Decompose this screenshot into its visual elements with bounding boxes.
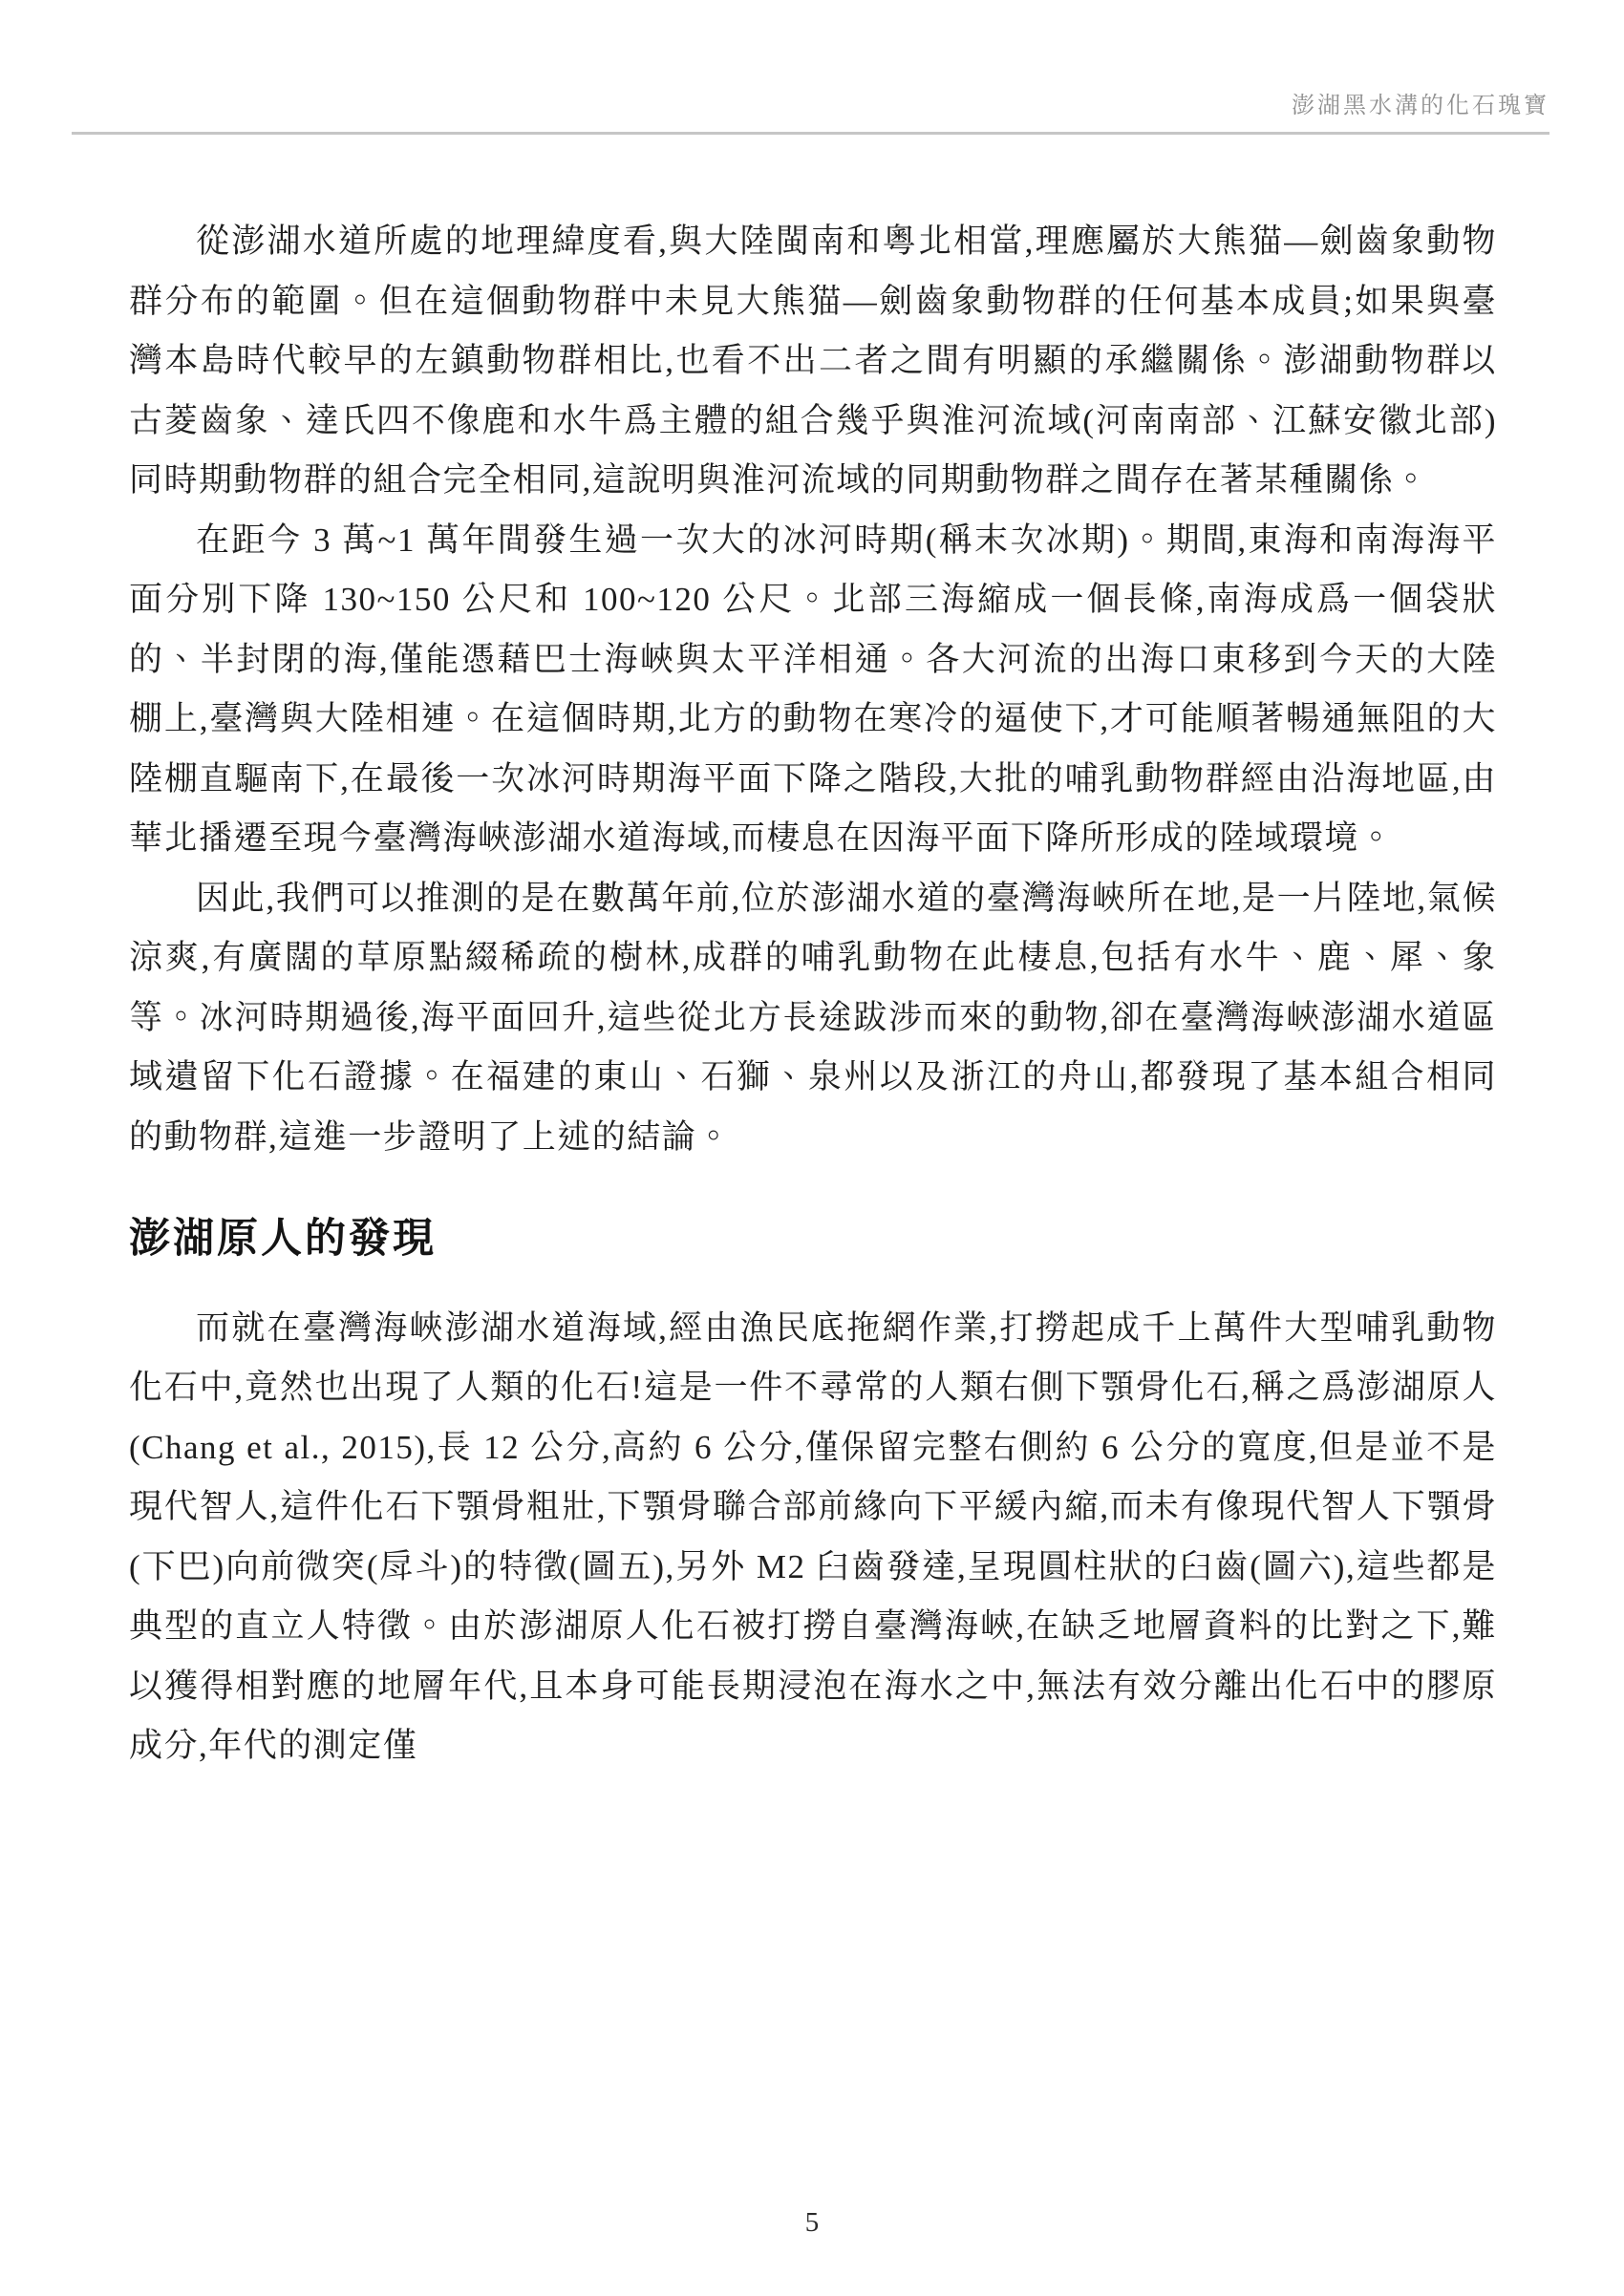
running-header — [72, 0, 1549, 135]
header-rule — [72, 132, 1549, 135]
section-heading: 澎湖原人的發現 — [129, 1217, 437, 1262]
page-footer — [0, 2207, 1624, 2239]
paragraph-1: 從澎湖水道所處的地理緯度看,與大陸閩南和粵北相當,理應屬於大熊猫—劍齒象動物群分布的範圍。但在這個動物群中未見大熊猫—劍齒象動物群的任何基本成員;如果與臺灣本島時代較早的左鎮動物群相比,也看不出二者之間有明顯的承繼關係。澎湖動物群以古菱齒象、達氏四不像鹿和水牛爲主體的組合幾乎與淮河流域(河南南部、江蘇安徽北部)同時期動物群的組合完全相同,這說明與淮河流域的同期動物群之間存在著某種關係。 — [129, 223, 1497, 499]
page-number: 5 — [804, 2207, 820, 2238]
paragraph-3: 因此,我們可以推測的是在數萬年前,位於澎湖水道的臺灣海峽所在地,是一片陸地,氣候涼爽,有廣闊的草原點綴稀疏的樹林,成群的哺乳動物在此棲息,包括有水牛、鹿、犀、象等。冰河時期過後,海平面回升,這些從北方長途跋涉而來的動物,卻在臺灣海峽澎湖水道區域遺留下化石證據。在福建的東山、石獅、泉州以及浙江的舟山,都發現了基本組合相同的動物群,這進一步證明了上述的結論。 — [129, 879, 1497, 1156]
running-header-title: 澎湖黑水溝的化石瑰寶 — [1292, 93, 1549, 118]
paragraph-4: 而就在臺灣海峽澎湖水道海域,經由漁民底拖網作業,打撈起成千上萬件大型哺乳動物化石中,竟然也出現了人類的化石!這是一件不尋常的人類右側下顎骨化石,稱之爲澎湖原人(Chang et al., 2015),長 12 公分,高約 6 公分,僅保留完整右側約 6 公分的寬度,但是並不是現代智人,這件化石下顎骨粗壯,下顎骨聯合部前緣向下平緩內縮,而未有像現代智人下顎骨(下巴)向前微突(戽斗)的特徵(圖五),另外 M2 臼齒發達,呈現圓柱狀的臼齒(圖六),這些都是典型的直立人特徵。由於澎湖原人化石被打撈自臺灣海峽,在缺乏地層資料的比對之下,難以獲得相對應的地層年代,且本身可能長期浸泡在海水之中,無法有效分離出化石中的膠原成分,年代的測定僅 — [129, 1308, 1497, 1765]
paragraph-2: 在距今 3 萬~1 萬年間發生過一次大的冰河時期(稱末次冰期)。期間,東海和南海海平面分別下降 130~150 公尺和 100~120 公尺。北部三海縮成一個長條,南海成爲一個袋狀的、半封閉的海,僅能憑藉巴士海峽與太平洋相通。各大河流的出海口東移到今天的大陸棚上,臺灣與大陸相連。在這個時期,北方的動物在寒冷的逼使下,才可能順著暢通無阻的大陸棚直驅南下,在最後一次冰河時期海平面下降之階段,大批的哺乳動物群經由沿海地區,由華北播遷至現今臺灣海峽澎湖水道海域,而棲息在因海平面下降所形成的陸域環境。 — [129, 521, 1497, 857]
article-body — [129, 212, 1497, 1776]
